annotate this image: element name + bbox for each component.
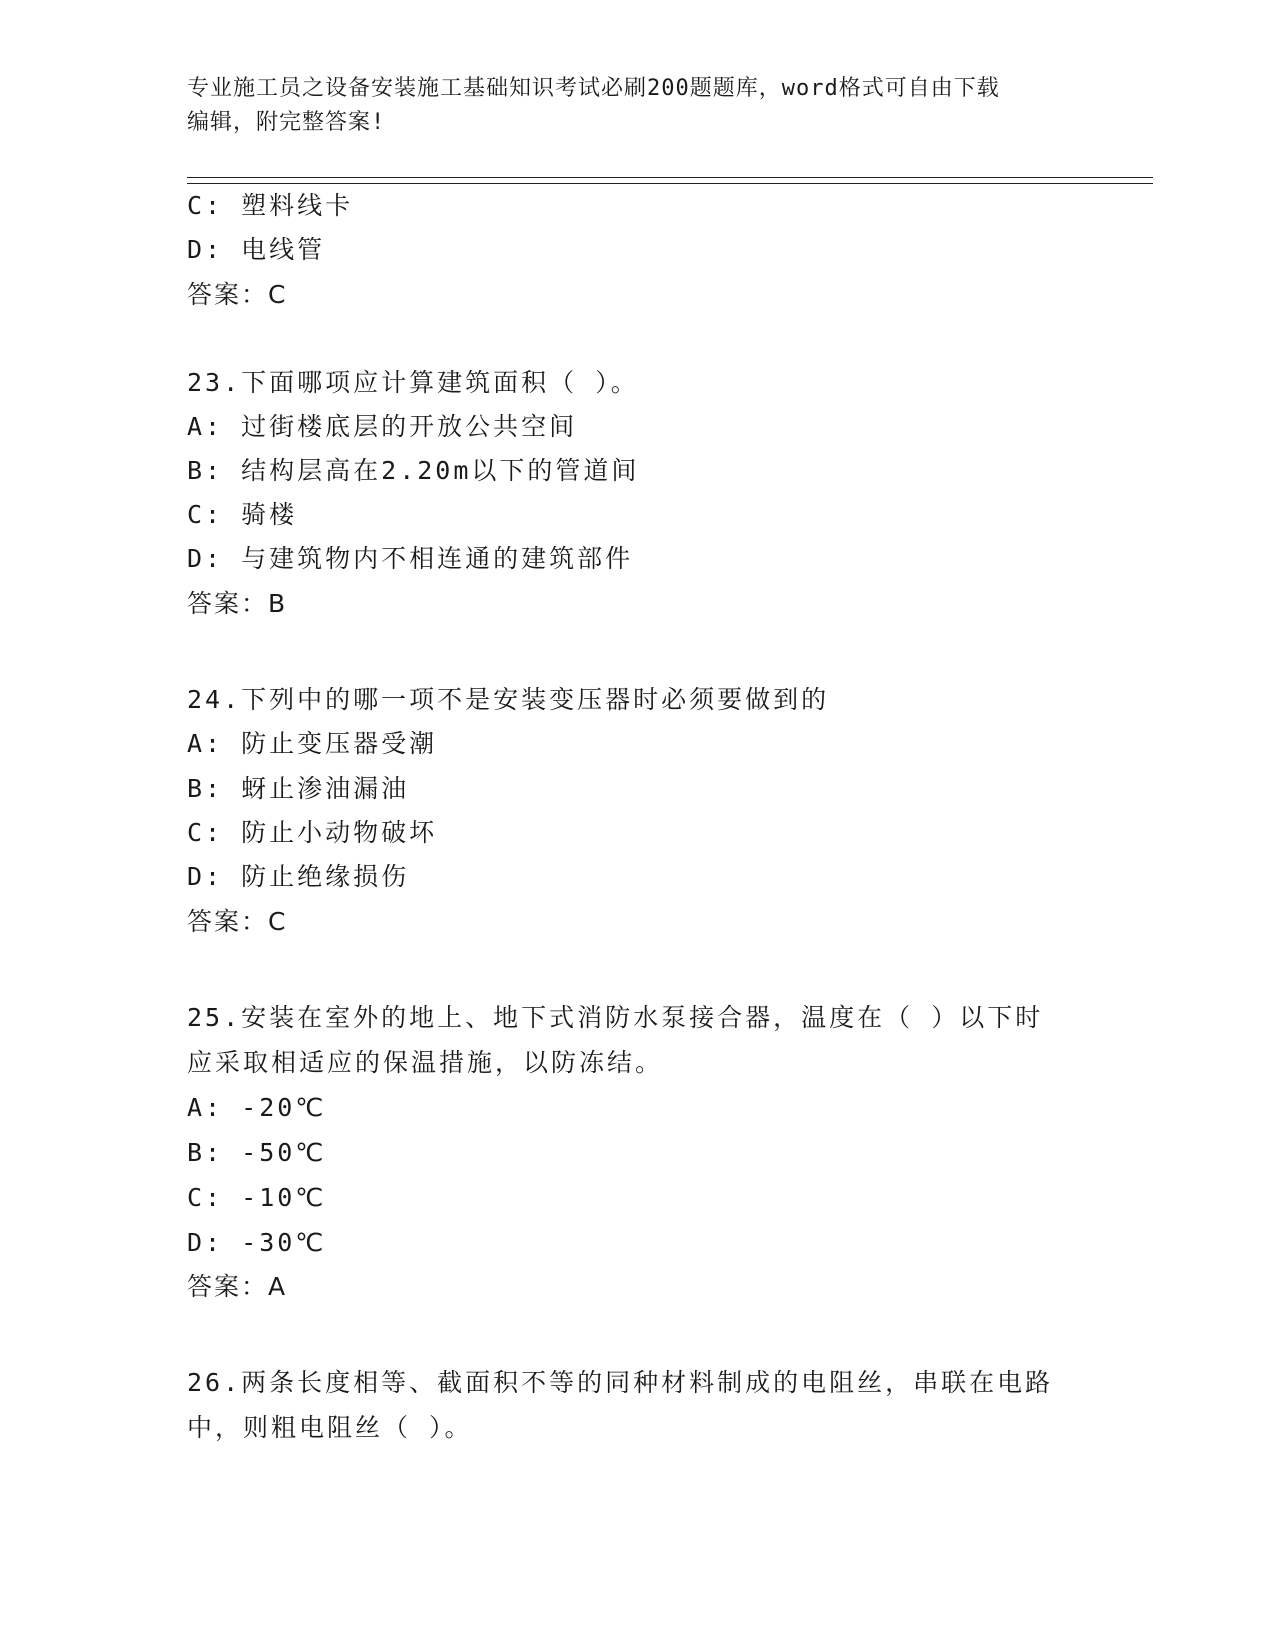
header-rule-bottom: [187, 183, 1153, 184]
prev-option-d: D: 电线管: [187, 235, 326, 264]
prev-answer: 答案：C: [187, 280, 288, 309]
document-header: [187, 72, 1087, 140]
q24-answer: 答案：C: [187, 907, 288, 936]
q25-stem-line-1: 25.安装在室外的地上、地下式消防水泵接合器，温度在（ ）以下时: [187, 1003, 1044, 1032]
q25-option-b: B: -50℃: [187, 1138, 327, 1167]
header-line-1: 专业施工员之设备安装施工基础知识考试必刷200题题库，word格式可自由下载: [187, 76, 1000, 101]
q25-option-a: A: -20℃: [187, 1093, 327, 1122]
header-rule-top: [187, 177, 1153, 178]
q23-option-c: C: 骑楼: [187, 500, 298, 529]
q23-answer: 答案：B: [187, 589, 288, 618]
q24-option-c: C: 防止小动物破坏: [187, 818, 438, 847]
q25-stem-line-2: 应采取相适应的保温措施，以防冻结。: [187, 1048, 664, 1077]
q25-option-c: C: -10℃: [187, 1183, 327, 1212]
header-line-2: 编辑，附完整答案!: [187, 110, 386, 135]
q24-option-a: A: 防止变压器受潮: [187, 729, 438, 758]
q25-option-d: D: -30℃: [187, 1228, 327, 1257]
q26-stem-line-1: 26.两条长度相等、截面积不等的同种材料制成的电阻丝，串联在电路: [187, 1368, 1054, 1397]
q23-option-b: B: 结构层高在2.20m以下的管道间: [187, 456, 640, 485]
prev-option-c: C: 塑料线卡: [187, 191, 354, 220]
q24-option-b: B: 蚜止渗油漏油: [187, 774, 410, 803]
q25-answer: 答案：A: [187, 1272, 288, 1301]
q23-option-d: D: 与建筑物内不相连通的建筑部件: [187, 544, 634, 573]
q24-stem: 24.下列中的哪一项不是安装变压器时必须要做到的: [187, 685, 830, 714]
q23-option-a: A: 过街楼底层的开放公共空间: [187, 412, 578, 441]
q23-stem: 23.下面哪项应计算建筑面积（ ）。: [187, 368, 639, 397]
q26-stem-line-2: 中，则粗电阻丝（ ）。: [187, 1413, 473, 1442]
q24-option-d: D: 防止绝缘损伤: [187, 862, 410, 891]
